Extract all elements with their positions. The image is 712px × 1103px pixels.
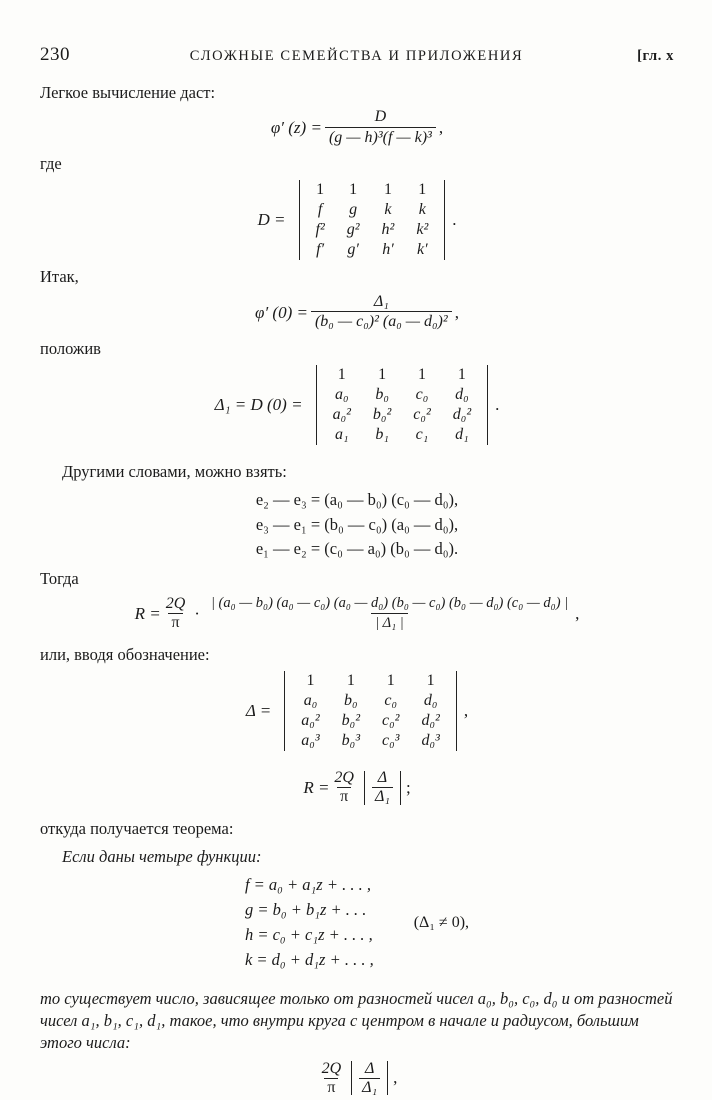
cell: a₀² [301, 712, 320, 730]
cell: 1 [306, 672, 315, 690]
determinant-Delta [279, 671, 462, 751]
equation-3-numerator: | (a₀ — b₀) (a₀ — c₀) (a₀ — d₀) (b₀ — c₀) (b₀ — d₀) (c₀ — d₀) | [210, 595, 569, 612]
determinant-D-tail: . [452, 210, 457, 230]
abs-right-bar [387, 1061, 388, 1095]
cell: k [384, 201, 392, 219]
equation-3-lhs: R = [134, 603, 161, 623]
paragraph-9: Если даны четыре функции: [62, 846, 262, 866]
cell: b₀ [344, 692, 358, 710]
table-row [305, 240, 440, 260]
determinant-left-bar [284, 671, 285, 751]
paragraph-4: положив [40, 338, 101, 358]
system-2-line: h = c₀ + c₁z + . . . , [244, 924, 373, 944]
equation-5-coef-denominator: π [324, 1078, 338, 1097]
equation-R-ratio [40, 769, 674, 806]
cell: d₀² [452, 405, 472, 423]
cell: 1 [316, 181, 325, 199]
cell: 1 [337, 365, 346, 383]
chapter-marker: [гл. x [637, 48, 674, 64]
cell: a₀³ [301, 732, 320, 750]
cell: 1 [378, 365, 387, 383]
page-number: 230 [40, 44, 70, 65]
system-2-lines [245, 873, 374, 972]
abs-right-bar [400, 771, 401, 805]
cell: 1 [426, 672, 435, 690]
equation-3-fraction [207, 596, 572, 631]
running-head [40, 44, 674, 64]
table-row [305, 200, 440, 220]
equation-4-inner-fraction [372, 769, 393, 806]
table-row [290, 711, 451, 731]
table-row [322, 405, 483, 425]
cell: 1 [386, 672, 395, 690]
cell: 1 [383, 181, 392, 199]
cell: g² [346, 221, 360, 239]
equation-3-coef-numerator: 2Q [165, 595, 186, 613]
equation-2-numerator: Δ₁ [373, 292, 389, 310]
system-2-line: f = a₀ + a₁z + . . . , [244, 875, 371, 895]
determinant-right-bar [456, 671, 457, 751]
cell: f [317, 201, 323, 219]
equation-2-fraction [311, 294, 452, 332]
equation-system-1 [40, 488, 674, 562]
equation-1-lhs: φ′ (z) = [270, 118, 322, 138]
determinant-Delta1-tail: . [495, 394, 500, 414]
cell: a₀ [303, 692, 318, 710]
determinant-Delta-tail: , [463, 701, 469, 721]
table-row [322, 425, 483, 445]
abs-left-bar [351, 1061, 352, 1095]
equation-1-fraction [325, 109, 436, 147]
determinant-Delta1-label: Δ₁ = D (0) = [214, 394, 303, 414]
cell: f² [315, 221, 325, 239]
cell: g′ [347, 241, 359, 259]
determinant-right-bar [487, 365, 488, 445]
system-1-line: e₁ — e₂ = (c₀ — a₀) (b₀ — d₀). [255, 539, 459, 559]
cell: 1 [346, 672, 355, 690]
equation-radius [40, 1060, 674, 1097]
equation-3-coefficient [163, 595, 189, 632]
equation-5-coefficient [319, 1060, 345, 1097]
paragraph-3: Итак, [40, 267, 79, 287]
equation-4-lhs: R = [303, 777, 330, 797]
table-row [305, 180, 440, 200]
cell: k² [416, 221, 429, 239]
determinant-left-bar [299, 180, 300, 260]
equation-5-inner-fraction [359, 1060, 380, 1097]
cell: 1 [349, 181, 358, 199]
determinant-Delta1-block [40, 365, 674, 445]
determinant-D-block [40, 180, 674, 260]
page-body [40, 82, 674, 1103]
equation-2-lhs: φ′ (0) = [255, 302, 308, 322]
system-1-line: e₃ — e₁ = (b₀ — c₀) (a₀ — d₀), [255, 514, 459, 534]
cell: d₀³ [421, 732, 440, 750]
equation-3-coef-denominator: π [168, 613, 182, 632]
paragraph-7: или, вводя обозначение: [40, 645, 210, 665]
equation-4-absolute-value [359, 769, 406, 806]
cell: h′ [382, 241, 394, 259]
cell: b₁ [375, 425, 389, 443]
equation-5-tail: , [393, 1068, 398, 1088]
cell: b₀³ [341, 732, 361, 750]
equation-5-absolute-value [346, 1060, 393, 1097]
equation-1-denominator: (g — h)³(f — k)³ [325, 127, 436, 147]
cell: c₀² [413, 405, 431, 423]
table-row [305, 220, 440, 240]
cell: a₁ [334, 425, 349, 443]
cell: b₀² [372, 405, 392, 423]
equation-4-inner-denominator: Δ₁ [372, 787, 393, 806]
determinant-Delta1-grid [322, 365, 483, 445]
abs-left-bar [364, 771, 365, 805]
equation-2-tail: , [454, 302, 459, 322]
cell: 1 [457, 365, 466, 383]
cell: d₁ [455, 425, 469, 443]
cell: a₀ [334, 385, 349, 403]
cell: c₀² [382, 712, 400, 730]
table-row [322, 385, 483, 405]
equation-5-inner-denominator: Δ₁ [359, 1078, 380, 1097]
equation-3-dot: · [194, 603, 200, 623]
determinant-right-bar [444, 180, 445, 260]
cell: h² [381, 221, 395, 239]
cell: c₀ [384, 692, 398, 710]
determinant-Delta-block [40, 671, 674, 751]
equation-system-2 [40, 873, 674, 972]
system-2-line: k = d₀ + d₁z + . . . , [244, 949, 374, 969]
equation-phi-prime-z [40, 109, 674, 147]
system-2-line: g = b₀ + b₁z + . . . [244, 900, 367, 920]
equation-4-coef-numerator: 2Q [334, 769, 354, 787]
cell: d₀ [455, 385, 469, 403]
determinant-D-label: D = [257, 210, 286, 230]
determinant-Delta-grid [290, 671, 451, 751]
equation-phi-prime-zero [40, 294, 674, 332]
cell: a₀² [332, 405, 351, 423]
equation-3-tail: , [575, 603, 580, 623]
cell: c₀ [415, 385, 429, 403]
equation-5-coef-numerator: 2Q [321, 1059, 342, 1077]
determinant-left-bar [316, 365, 317, 445]
equation-2-denominator: (b₀ — c₀)² (a₀ — d₀)² [311, 311, 452, 331]
table-row [322, 365, 483, 385]
determinant-Delta1 [311, 365, 494, 445]
cell: c₀³ [382, 732, 400, 750]
running-title: СЛОЖНЫЕ СЕМЕЙСТВА И ПРИЛОЖЕНИЯ [189, 48, 524, 64]
cell: c₁ [415, 425, 429, 443]
determinant-D [294, 180, 451, 260]
cell: g [349, 201, 358, 219]
determinant-Delta-label: Δ = [245, 701, 272, 721]
equation-R-explicit [40, 595, 674, 632]
equation-4-coefficient [331, 769, 357, 806]
equation-4-coef-denominator: π [337, 787, 351, 806]
equation-5-inner-numerator: Δ [364, 1059, 375, 1077]
paragraph-10: то существует число, зависящее только от разностей чисел a₀, b₀, c₀, d₀ и от разностей чисел a₁, b₁, c₁, d₁, такое, что внутри круга с центром в начале и радиусом, большим этого числа: [40, 989, 673, 1052]
equation-1-tail: , [438, 118, 444, 138]
system-2-condition: (Δ₁ ≠ 0), [413, 913, 470, 931]
cell: b₀² [341, 712, 361, 730]
system-1-line: e₂ — e₃ = (a₀ — b₀) (c₀ — d₀), [255, 489, 459, 509]
cell: b₀ [375, 385, 389, 403]
paragraph-1: Легкое вычисление даст: [40, 83, 216, 102]
equation-3-denominator: | Δ₁ | [371, 613, 408, 632]
table-row [290, 671, 451, 691]
cell: d₀ [423, 692, 438, 710]
cell: f′ [316, 241, 325, 259]
equation-4-inner-numerator: Δ [377, 769, 388, 787]
paragraph-5: Другими словами, можно взять: [62, 461, 287, 481]
determinant-D-grid [305, 180, 440, 260]
paragraph-2: где [40, 154, 62, 174]
cell: k [418, 201, 426, 219]
table-row [290, 731, 451, 751]
cell: k′ [416, 241, 428, 259]
equation-1-numerator: D [374, 108, 387, 126]
table-row [290, 691, 451, 711]
cell: d₀² [421, 712, 440, 730]
cell: 1 [418, 181, 427, 199]
paragraph-6: Тогда [40, 569, 79, 589]
paragraph-8: откуда получается теорема: [40, 819, 234, 839]
equation-4-tail: ; [405, 777, 411, 797]
cell: 1 [418, 365, 427, 383]
